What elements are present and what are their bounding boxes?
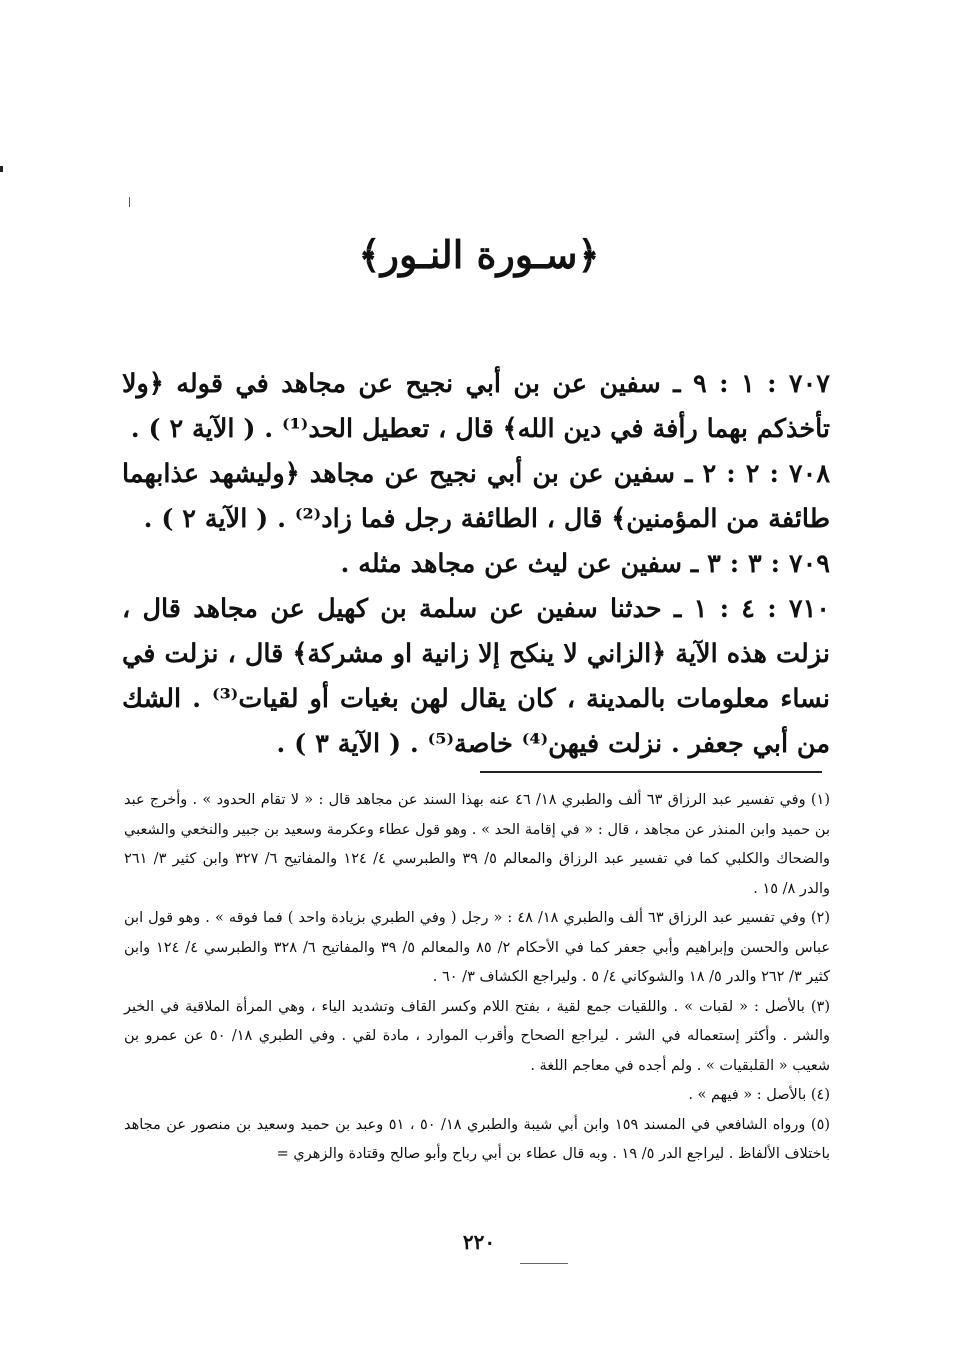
footnotes	[124, 786, 830, 1170]
footnote-5: (٥) ورواه الشافعي في المسند ١٥٩ وابن أبي شيبة والطبري ١٨/ ٥٠ ، ٥١ وعبد بن حميد وسعيد بن منصور عن مجاهد باختلاف الألفاظ . ليراجع الدر ٥/ ١٩ . وبه قال عطاء بن أبي رباح وأبو صالح وقتادة والزهري =	[124, 1116, 831, 1162]
page-number-underline	[520, 1263, 568, 1264]
main-text	[122, 362, 830, 767]
entry-708: ٧٠٨ : ٢ : ٢ ـ سفين عن بن أبي نجيح عن مجاهد ﴿وليشهد عذابهما طائفة من المؤمنين﴾ قال ، الطائفة رجل فما زاد⁽²⁾ . ( الآية ٢ ) .	[122, 459, 831, 534]
footnote-separator	[480, 771, 822, 773]
footnote-3: (٣) بالأصل : « لقبات » . واللقيات جمع لقية ، بفتح اللام وكسر القاف وتشديد الياء ، وهي المرأة الملاقية في الخير والشر . وأكثر إستعماله في الشر . ليراجع الصحاح وأقرب الموارد ، مادة لقي . وفي الطبري ١٨/ ٥٠ عن عمرو بن شعيب « القلبقيات » . ولم أجده في معاجم اللغة .	[124, 998, 831, 1074]
footnote-4: (٤) بالأصل : « فيهم » .	[688, 1087, 830, 1103]
scan-tick-mark	[129, 197, 130, 207]
entry-709: ٧٠٩ : ٣ : ٣ ـ سفين عن ليث عن مجاهد مثله .	[340, 549, 830, 579]
surah-title: ﴿سـورة النـور﴾	[358, 232, 600, 277]
scan-edge-mark	[0, 166, 3, 172]
footnote-2: (٢) وفي تفسير عبد الرزاق ٦٣ ألف والطبري ١٨/ ٤٨ : « رجل ( وفي الطبري بزيادة واحد ) فما فوقه » . وهو قول ابن عباس والحسن وإبراهيم وأبي جعفر كما في الأحكام ٢/ ٨٥ والمعالم ٥/ ٣٩ والمفاتيح ٦/ ٣٢٨ والطبرسي ٤/ ١٢٤ وابن كثير ٣/ ٢٦٢ والدر ٥/ ١٨ والشوكاني ٤/ ٥ . وليراجع الكشاف ٣/ ٦٠ .	[124, 910, 831, 985]
entry-710: ٧١٠ : ٤ : ١ ـ حدثنا سفين عن سلمة بن كهيل عن مجاهد قال ، نزلت هذه الآية ﴿الزاني لا ينكح إلا زانية او مشركة﴾ قال ، نزلت في نساء معلومات بالمدينة ، كان يقال لهن بغيات أو لقيات⁽³⁾ . الشك من أبي جعفر . نزلت فيهن⁽⁴⁾ خاصة⁽⁵⁾ . ( الآية ٣ ) .	[122, 594, 830, 759]
footnote-1: (١) وفي تفسير عبد الرزاق ٦٣ ألف والطبري ١٨/ ٤٦ عنه بهذا السند عن مجاهد قال : « لا تقام الحدود » . وأخرج عبد بن حميد وابن المنذر عن مجاهد ، قال : « في إقامة الحد » . وهو قول عطاء وعكرمة وسعيد بن جبير والنخعي والشعبي والضحاك والكلبي كما في تفسير عبد الرزاق والمعالم ٥/ ٣٩ والطبرسي ٤/ ١٢٤ والمفاتيح ٦/ ٣٢٧ وابن كثير ٣/ ٢٦١ والدر ٨/ ١٥ .	[124, 792, 831, 897]
entry-707: ٧٠٧ : ١ : ٩ ـ سفين عن بن أبي نجيح عن مجاهد في قوله ﴿ولا تأخذكم بهما رأفة في دين الله﴾ قال ، تعطيل الحد⁽¹⁾ . ( الآية ٢ ) .	[122, 369, 830, 444]
page-number: ٢٢٠	[462, 1230, 496, 1254]
